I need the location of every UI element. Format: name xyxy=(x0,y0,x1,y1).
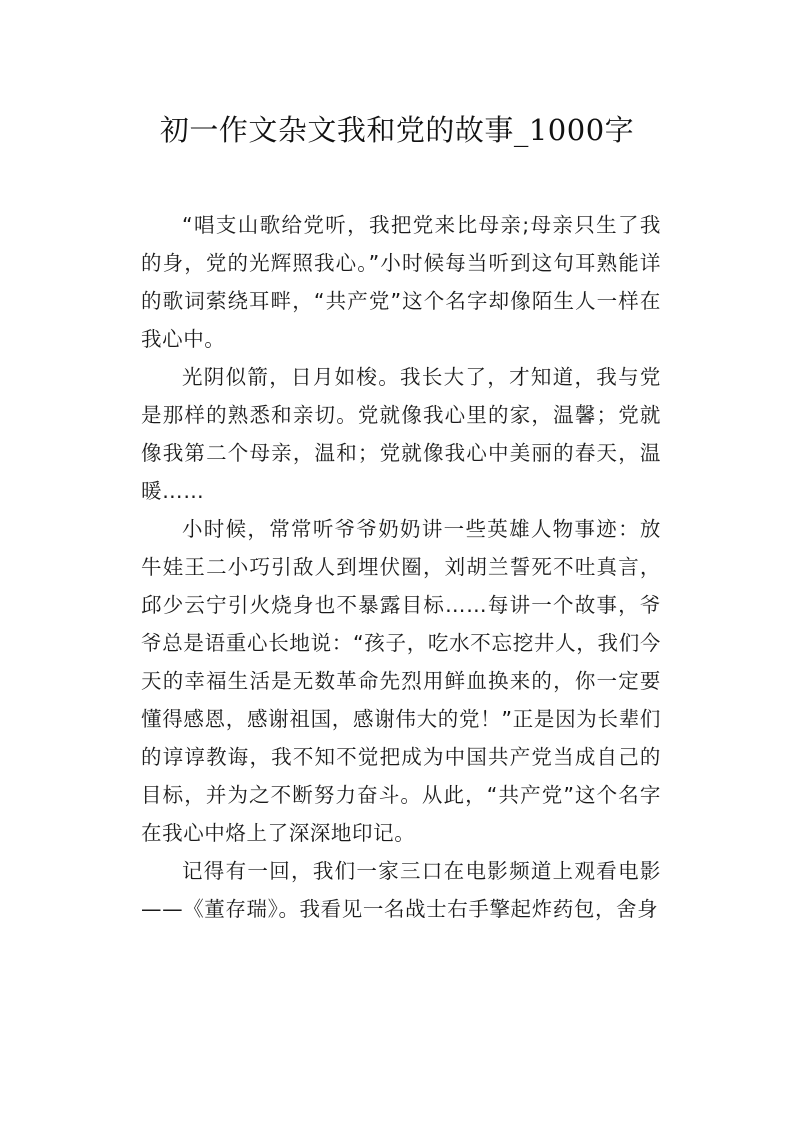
paragraph-2: 光阴似箭，日月如梭。我长大了，才知道，我与党是那样的熟悉和亲切。党就像我心里的家，温馨；党就像我第二个母亲，温和；党就像我心中美丽的春天，温暖…… xyxy=(141,365,661,503)
document-body xyxy=(141,206,661,928)
paragraph-1: “唱支山歌给党听，我把党来比母亲;母亲只生了我的身，党的光辉照我心。”小时候每当听到这句耳熟能详的歌词萦绕耳畔，“共产党”这个名字却像陌生人一样在我心中。 xyxy=(141,213,661,351)
paragraph-3: 小时候，常常听爷爷奶奶讲一些英雄人物事迹：放牛娃王二小巧引敌人到埋伏圈，刘胡兰誓死不吐真言，邱少云宁引火烧身也不暴露目标……每讲一个故事，爷爷总是语重心长地说：“孩子，吃水不忘挖井人，我们今天的幸福生活是无数革命先烈用鲜血换来的，你一定要懂得感恩，感谢祖国，感谢伟大的党！”正是因为长辈们的谆谆教诲，我不知不觉把成为中国共产党当成自己的目标，并为之不断努力奋斗。从此，“共产党”这个名字在我心中烙上了深深地印记。 xyxy=(141,517,661,845)
paragraph-4: 记得有一回，我们一家三口在电影频道上观看电影——《董存瑞》。我看见一名战士右手擎起炸药包，舍身 xyxy=(141,859,661,921)
document-title: 初一作文杂文我和党的故事_1000字 xyxy=(159,113,635,147)
